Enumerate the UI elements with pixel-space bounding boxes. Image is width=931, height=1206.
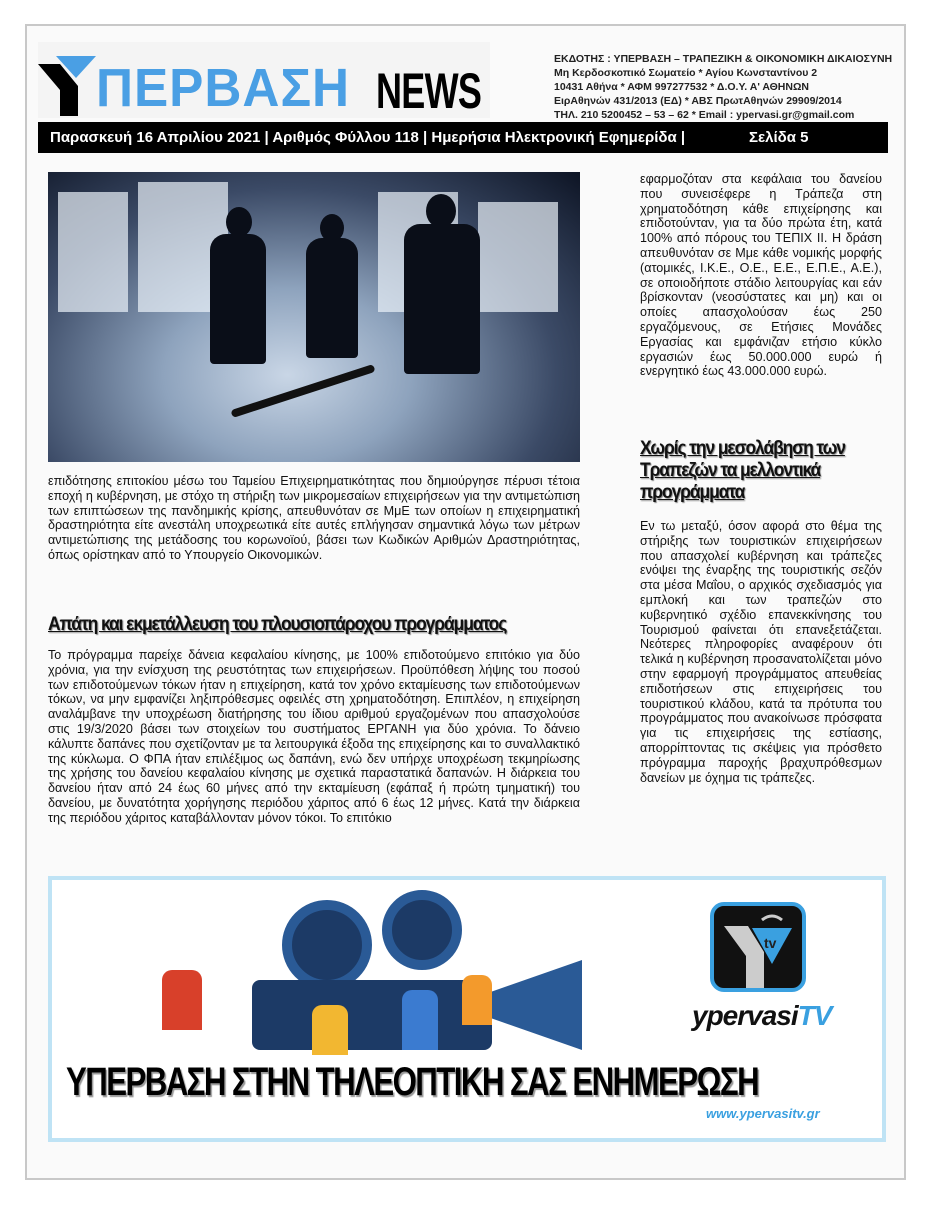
ypervasi-tv-logo-icon [710,902,806,992]
logo-word: ΠΕΡΒΑΣΗ [96,58,351,118]
person-illustration [462,975,492,1025]
person-head [426,194,456,228]
camera-reel-icon [282,900,372,990]
logo-news: NEWS [376,63,482,119]
article-intro: επιδότησης επιτοκίου μέσω του Ταμείου Επιχειρηματικότητας που δημιούργησε πέρυσι τέτοια εποχή η κυβέρνηση, με στόχο τη στήριξη των μικρομεσαίων επιχειρήσεων για την αντιμετώπιση των επιπτώσεων της πανδημικής κρίσης, απευθυνόταν σε ΜμΕ των οποίων η επιχειρηματική δραστηριότητα είτε ανεστάλη υποχρεωτικά είτε αυτές επλήγησαν σημαντικά λόγω των μέτρων αντιμετώπισης της μετάδοσης του κορωνοϊού, βάσει των Κωδικών Αριθμών Δραστηριότητας, όπως ορίστηκαν από το Υπουργείο Οικονομικών. [48,474,580,562]
banner-title: ΥΠΕΡΒΑΣΗ ΣΤΗΝ ΤΗΛΕΟΠΤΙΚΗ ΣΑΣ ΕΝΗΜΕΡΩΣΗ [66,1060,759,1104]
brand-name [692,1000,831,1032]
article-body-1: Το πρόγραμμα παρείχε δάνεια κεφαλαίου κίνησης, με 100% επιδοτούμενο επιτόκιο για δύο χρόνια, για την ενίσχυση της ρευστότητας των επιχειρήσεων. Προϋπόθεση λήψης του ποσού των επιδοτούμενων τόκων ήταν η επιχείρηση, κατά τον χρόνο εκταμίευσης των επιδοτούμενων τόκων, να μην εμφανίζει ληξιπρόθεσμες οφειλές στη χρηματοδότηση. Επιπλέον, η επιχείρηση αναλάμβανε την υποχρέωση διατήρησης του ίδιου αριθμού εργαζομένων που απασχολούσε στις 19/3/2020 βάσει των στοιχείων του συστήματος ΕΡΓΑΝΗ για δύο χρόνια. Το δάνειο κάλυπτε δαπάνες που σχετίζονταν με τα λειτουργικά έξοδα της επιχείρησης και το συναλλακτικό της κύκλωμα. Ο ΦΠΑ ήταν επιλέξιμος ως δαπάνη, ενώ δεν υπήρχε υποχρέωση τεκμηρίωσης της χρήσης του δανείου κεφαλαίου κίνησης με σχετικά παραστατικά δαπανών. Η διάρκεια του δανείου ήταν από 24 έως 60 μήνες από την εκταμίευση (εφάπαξ ή πρώτη τμηματική) του δανείου, με δυνατότητα χορήγησης περιόδου χάριτος από 6 έως 12 μήνες. Κατά την διάρκεια της περιόδου χάριτος καταβάλλονταν μόνον τόκοι. Το επιτόκιο [48,648,580,825]
camera-reel-icon [382,890,462,970]
date-bar [38,122,888,153]
person-head [226,207,252,237]
heading-fraud: Απάτη και εκμετάλλευση του πλουσιοπάροχου προγράμματος [48,614,507,635]
window [58,192,128,312]
person-illustration [312,1005,348,1055]
person-illustration [162,970,202,1030]
masthead-logo [38,42,490,118]
y-logo-icon [38,56,98,116]
publisher-line: ΕιρΑθηνών 431/2013 (ΕΔ) * ΑΒΣ ΠρωτΑθηνών 29909/2014 [554,95,842,107]
pen [230,364,375,418]
article-body-2: Εν τω μεταξύ, όσον αφορά στο θέμα της στήριξης των τουριστικών επιχειρήσεων που απασχολεί κυβέρνηση και τράπεζες ενόψει της έναρξης της τουριστικής σεζόν στα μέσα Μαΐου, ο αρχικός σχεδιασμός για εμπλοκή και των τραπεζών στο κυβερνητικό σχέδιο επανεκκίνησης του Τουρισμού φαίνεται ότι επανεξετάζεται. Νεότερες πληροφορίες αναφέρουν ότι τελικά η κυβέρνηση προσανατολίζεται μόνο στην εφαρμογή προγράμματος απευθείας επιδοτήσεων στις επιχειρήσεις του τουριστικού κλάδου, κατά τα πρότυπα του προγράμματος που ανακοίνωσε πρόσφατα για τις επιχειρήσεις της εστίασης, απορρίπτοντας τις σκέψεις για πρόσθετο πρόγραμμα παροχής βραχυπρόθεσμων δανείων με όχημα τις τράπεζες. [640,519,882,785]
brand-name-b: TV [797,1000,832,1031]
business-meeting-photo [48,172,580,462]
logo-badge-text: tv [764,935,777,951]
camera-body-icon [252,980,492,1050]
person-silhouette [306,238,358,358]
article-column2-body: εφαρμοζόταν στα κεφάλαια του δανείου που συνεισέφερε η Τράπεζα στη χρηματοδότηση κάθε επιχείρησης και επιδοτούνταν, για τα δύο πρώτα έτη, κατά 100% από πόρους του ΤΕΠΙΧ ΙΙ. Η δράση απευθυνόταν σε Μμε κάθε νομικής μορφής (ατομικές, Ι.Κ.Ε., Ο.Ε., Ε.Ε., Ε.Π.Ε., Α.Ε.), σε οποιοδήποτε στάδιο λειτουργίας και εάν βρίσκονταν (νεοσύστατες και μη) και οι οποίες απασχολούσαν έως 250 εργαζόμενους, σε Ετήσιες Μονάδες Εργασίας και εμφάνιζαν ετήσιο κύκλο εργασιών έως 50.000.000 ευρώ ή ενεργητικό έως 43.000.000 ευρώ. [640,172,882,379]
publisher-line: Μη Κερδοσκοπικό Σωματείο * Αγίου Κωνσταντίνου 2 [554,67,818,79]
publisher-info [554,52,892,122]
camera-lens-icon [492,960,582,1050]
brand-name-a: ypervasi [692,1000,798,1031]
window [478,202,558,312]
banner-url-link[interactable]: www.ypervasitv.gr [706,1106,820,1121]
person-illustration [402,990,438,1050]
person-silhouette [210,234,266,364]
publisher-line: ΤΗΛ. 210 5200452 – 53 – 62 * Email : ypervasi.gr@gmail.com [554,109,855,121]
heading-banks: Χωρίς την μεσολάβηση των Τραπεζών τα μελλοντικά προγράμματα [640,438,845,503]
ypervasi-tv-banner[interactable] [48,876,886,1142]
publisher-line: ΕΚΔΟΤΗΣ : ΥΠΕΡΒΑΣΗ – ΤΡΑΠΕΖΙΚΗ & ΟΙΚΟΝΟΜΙΚΗ ΔΙΚΑΙΟΣΥΝΗ [554,53,893,65]
publisher-line: 10431 Αθήνα * ΑΦΜ 997277532 * Δ.Ο.Υ. Α' ΑΘΗΝΩΝ [554,81,809,93]
person-silhouette [404,224,480,374]
issue-info: Παρασκευή 16 Απριλίου 2021 | Αριθμός Φύλλου 118 | Ημερήσια Ηλεκτρονική Εφημερίδα | [50,129,686,146]
page-number: Σελίδα 5 [749,129,809,146]
